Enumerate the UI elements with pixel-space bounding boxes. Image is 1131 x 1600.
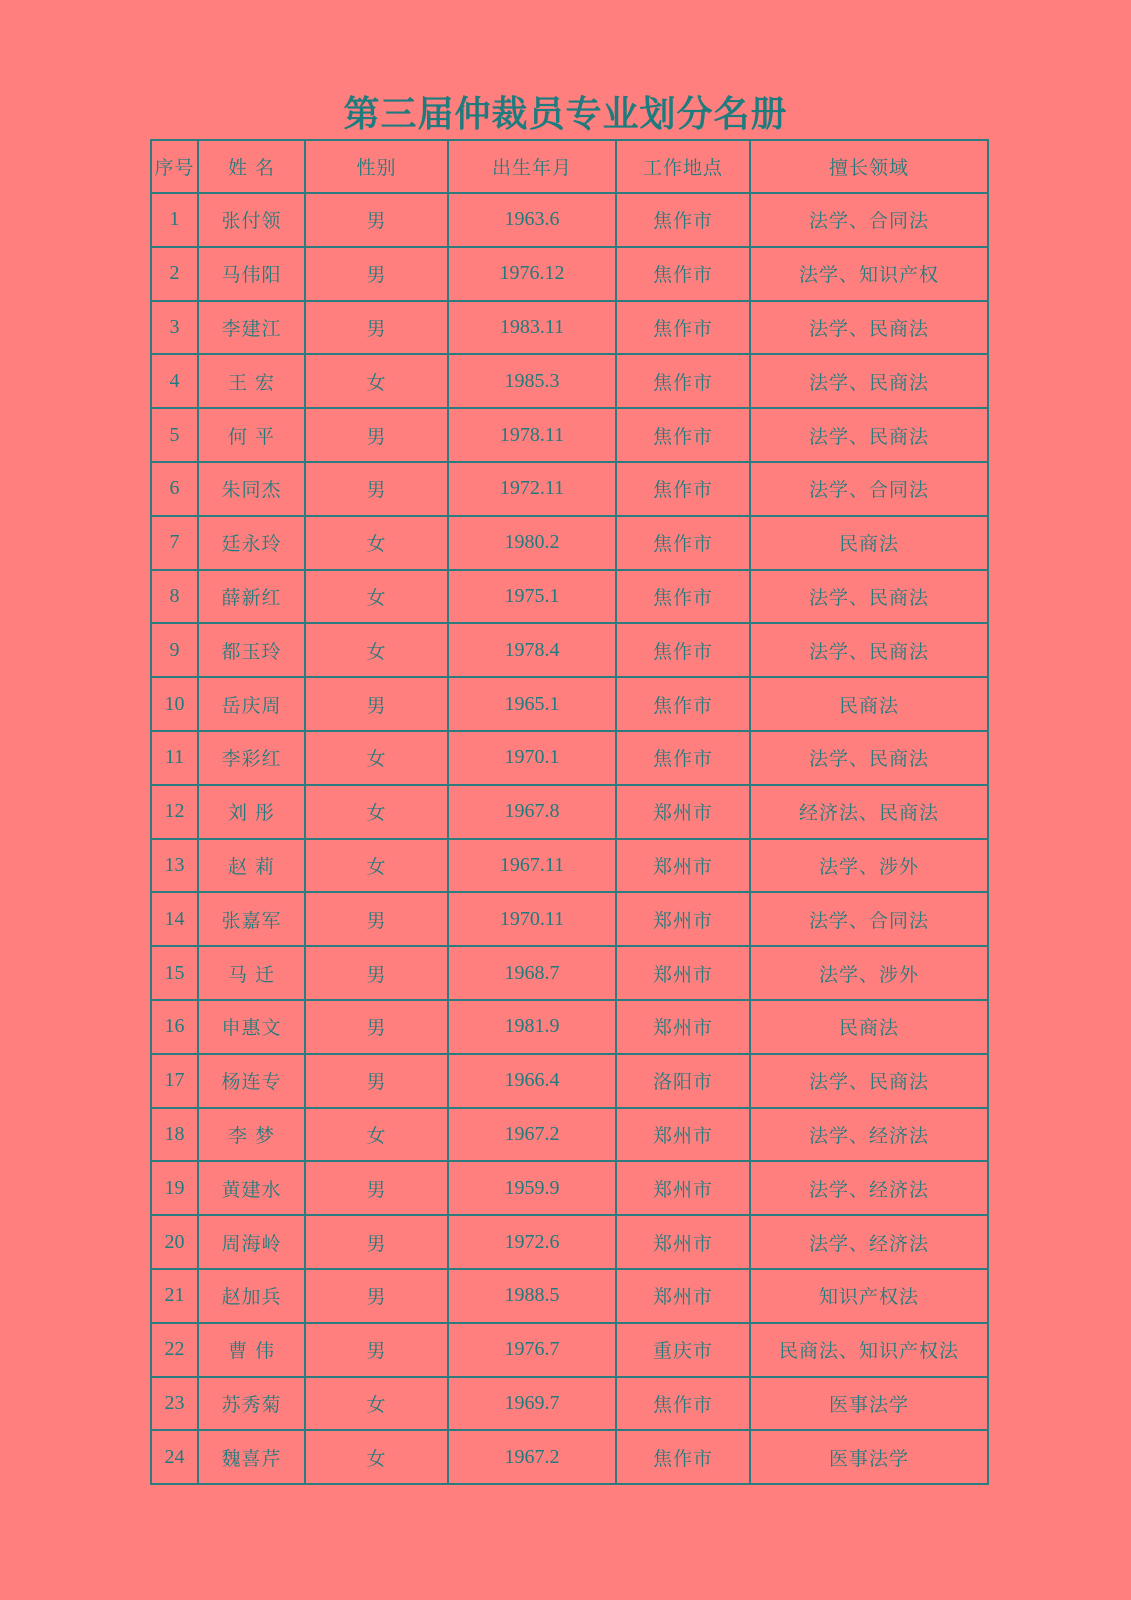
- cell-name: 薛新红: [198, 570, 305, 624]
- cell-no: 16: [151, 1000, 198, 1054]
- cell-name: 杨连专: [198, 1054, 305, 1108]
- table-row: [151, 247, 988, 301]
- cell-specialty: 法学、民商法: [750, 570, 988, 624]
- cell-name: 周海岭: [198, 1215, 305, 1269]
- cell-no: 8: [151, 570, 198, 624]
- cell-name: 马 迁: [198, 946, 305, 1000]
- cell-specialty: 法学、民商法: [750, 731, 988, 785]
- cell-gender: 男: [305, 1269, 448, 1323]
- cell-location: 焦作市: [616, 570, 750, 624]
- cell-gender: 女: [305, 1377, 448, 1431]
- cell-gender: 男: [305, 301, 448, 355]
- table-row: [151, 785, 988, 839]
- cell-birth: 1968.7: [448, 946, 616, 1000]
- cell-birth: 1976.12: [448, 247, 616, 301]
- table-row: [151, 1000, 988, 1054]
- table-row: [151, 193, 988, 247]
- cell-specialty: 法学、知识产权: [750, 247, 988, 301]
- table-row: [151, 1215, 988, 1269]
- cell-birth: 1967.2: [448, 1430, 616, 1484]
- table-row: [151, 1323, 988, 1377]
- header-location: 工作地点: [616, 140, 750, 193]
- cell-no: 1: [151, 193, 198, 247]
- cell-gender: 男: [305, 462, 448, 516]
- cell-birth: 1978.11: [448, 408, 616, 462]
- cell-location: 焦作市: [616, 677, 750, 731]
- cell-gender: 女: [305, 839, 448, 893]
- cell-name: 张嘉军: [198, 892, 305, 946]
- cell-gender: 女: [305, 570, 448, 624]
- cell-location: 焦作市: [616, 462, 750, 516]
- cell-specialty: 法学、民商法: [750, 301, 988, 355]
- table-row: [151, 516, 988, 570]
- cell-birth: 1980.2: [448, 516, 616, 570]
- cell-no: 10: [151, 677, 198, 731]
- cell-birth: 1967.11: [448, 839, 616, 893]
- cell-name: 何 平: [198, 408, 305, 462]
- cell-gender: 男: [305, 1215, 448, 1269]
- cell-no: 5: [151, 408, 198, 462]
- table-row: [151, 1054, 988, 1108]
- arbitrator-roster-table: [150, 139, 989, 1485]
- page-title: 第三届仲裁员专业划分名册: [343, 93, 788, 135]
- cell-gender: 男: [305, 408, 448, 462]
- cell-location: 焦作市: [616, 516, 750, 570]
- cell-specialty: 法学、经济法: [750, 1108, 988, 1162]
- cell-no: 13: [151, 839, 198, 893]
- table-row: [151, 1377, 988, 1431]
- table-row: [151, 623, 988, 677]
- table-row: [151, 1269, 988, 1323]
- cell-gender: 男: [305, 677, 448, 731]
- cell-no: 20: [151, 1215, 198, 1269]
- cell-specialty: 民商法: [750, 1000, 988, 1054]
- header-name: 姓 名: [198, 140, 305, 193]
- cell-birth: 1970.1: [448, 731, 616, 785]
- cell-location: 郑州市: [616, 839, 750, 893]
- header-no: 序号: [151, 140, 198, 193]
- cell-birth: 1967.2: [448, 1108, 616, 1162]
- cell-location: 郑州市: [616, 1108, 750, 1162]
- cell-name: 申惠文: [198, 1000, 305, 1054]
- cell-specialty: 法学、合同法: [750, 193, 988, 247]
- cell-no: 24: [151, 1430, 198, 1484]
- table-row: [151, 946, 988, 1000]
- cell-location: 郑州市: [616, 1161, 750, 1215]
- cell-gender: 女: [305, 785, 448, 839]
- table-row: [151, 1161, 988, 1215]
- cell-birth: 1978.4: [448, 623, 616, 677]
- cell-specialty: 法学、涉外: [750, 946, 988, 1000]
- cell-no: 19: [151, 1161, 198, 1215]
- cell-name: 赵 莉: [198, 839, 305, 893]
- cell-location: 焦作市: [616, 731, 750, 785]
- cell-name: 李 梦: [198, 1108, 305, 1162]
- cell-no: 3: [151, 301, 198, 355]
- cell-gender: 女: [305, 731, 448, 785]
- cell-gender: 女: [305, 1108, 448, 1162]
- table-row: [151, 731, 988, 785]
- cell-name: 魏喜芹: [198, 1430, 305, 1484]
- cell-gender: 女: [305, 516, 448, 570]
- cell-no: 11: [151, 731, 198, 785]
- cell-birth: 1959.9: [448, 1161, 616, 1215]
- cell-birth: 1966.4: [448, 1054, 616, 1108]
- cell-birth: 1970.11: [448, 892, 616, 946]
- cell-location: 焦作市: [616, 1430, 750, 1484]
- cell-birth: 1965.1: [448, 677, 616, 731]
- cell-gender: 男: [305, 1000, 448, 1054]
- cell-specialty: 法学、涉外: [750, 839, 988, 893]
- cell-location: 郑州市: [616, 1000, 750, 1054]
- cell-no: 2: [151, 247, 198, 301]
- cell-no: 23: [151, 1377, 198, 1431]
- cell-birth: 1967.8: [448, 785, 616, 839]
- cell-gender: 男: [305, 1054, 448, 1108]
- cell-location: 郑州市: [616, 1215, 750, 1269]
- table-row: [151, 570, 988, 624]
- cell-name: 朱同杰: [198, 462, 305, 516]
- table-body: [151, 193, 988, 1484]
- cell-gender: 男: [305, 946, 448, 1000]
- cell-location: 洛阳市: [616, 1054, 750, 1108]
- cell-location: 郑州市: [616, 785, 750, 839]
- cell-specialty: 法学、民商法: [750, 623, 988, 677]
- cell-name: 张付领: [198, 193, 305, 247]
- cell-specialty: 民商法: [750, 677, 988, 731]
- cell-gender: 女: [305, 623, 448, 677]
- table-row: [151, 1430, 988, 1484]
- cell-no: 7: [151, 516, 198, 570]
- cell-no: 6: [151, 462, 198, 516]
- cell-name: 赵加兵: [198, 1269, 305, 1323]
- cell-birth: 1981.9: [448, 1000, 616, 1054]
- table-row: [151, 892, 988, 946]
- cell-location: 郑州市: [616, 892, 750, 946]
- cell-specialty: 法学、民商法: [750, 1054, 988, 1108]
- cell-birth: 1969.7: [448, 1377, 616, 1431]
- cell-location: 焦作市: [616, 1377, 750, 1431]
- cell-name: 苏秀菊: [198, 1377, 305, 1431]
- cell-birth: 1963.6: [448, 193, 616, 247]
- cell-no: 22: [151, 1323, 198, 1377]
- cell-specialty: 法学、合同法: [750, 892, 988, 946]
- table-row: [151, 301, 988, 355]
- cell-gender: 女: [305, 1430, 448, 1484]
- cell-gender: 男: [305, 892, 448, 946]
- cell-gender: 男: [305, 1161, 448, 1215]
- cell-birth: 1975.1: [448, 570, 616, 624]
- cell-location: 郑州市: [616, 946, 750, 1000]
- cell-name: 刘 彤: [198, 785, 305, 839]
- cell-name: 李彩红: [198, 731, 305, 785]
- cell-specialty: 法学、经济法: [750, 1161, 988, 1215]
- cell-birth: 1976.7: [448, 1323, 616, 1377]
- cell-birth: 1985.3: [448, 354, 616, 408]
- cell-location: 焦作市: [616, 408, 750, 462]
- cell-name: 马伟阳: [198, 247, 305, 301]
- cell-specialty: 经济法、民商法: [750, 785, 988, 839]
- cell-name: 王 宏: [198, 354, 305, 408]
- cell-no: 4: [151, 354, 198, 408]
- cell-specialty: 医事法学: [750, 1377, 988, 1431]
- cell-gender: 男: [305, 193, 448, 247]
- table-row: [151, 462, 988, 516]
- cell-no: 21: [151, 1269, 198, 1323]
- cell-no: 15: [151, 946, 198, 1000]
- header-birth: 出生年月: [448, 140, 616, 193]
- cell-specialty: 法学、民商法: [750, 408, 988, 462]
- cell-birth: 1972.11: [448, 462, 616, 516]
- cell-gender: 男: [305, 247, 448, 301]
- cell-location: 焦作市: [616, 193, 750, 247]
- table-row: [151, 408, 988, 462]
- cell-specialty: 法学、合同法: [750, 462, 988, 516]
- cell-location: 焦作市: [616, 247, 750, 301]
- cell-gender: 男: [305, 1323, 448, 1377]
- cell-birth: 1983.11: [448, 301, 616, 355]
- cell-location: 焦作市: [616, 623, 750, 677]
- cell-name: 廷永玲: [198, 516, 305, 570]
- cell-specialty: 法学、民商法: [750, 354, 988, 408]
- cell-no: 17: [151, 1054, 198, 1108]
- cell-name: 李建江: [198, 301, 305, 355]
- cell-birth: 1972.6: [448, 1215, 616, 1269]
- table-row: [151, 354, 988, 408]
- table-row: [151, 1108, 988, 1162]
- cell-birth: 1988.5: [448, 1269, 616, 1323]
- header-specialty: 擅长领域: [750, 140, 988, 193]
- header-gender: 性别: [305, 140, 448, 193]
- cell-specialty: 法学、经济法: [750, 1215, 988, 1269]
- cell-specialty: 医事法学: [750, 1430, 988, 1484]
- cell-location: 郑州市: [616, 1269, 750, 1323]
- cell-location: 重庆市: [616, 1323, 750, 1377]
- cell-specialty: 知识产权法: [750, 1269, 988, 1323]
- cell-name: 黄建水: [198, 1161, 305, 1215]
- cell-no: 12: [151, 785, 198, 839]
- cell-no: 9: [151, 623, 198, 677]
- cell-location: 焦作市: [616, 301, 750, 355]
- table-row: [151, 677, 988, 731]
- cell-name: 都玉玲: [198, 623, 305, 677]
- cell-specialty: 民商法: [750, 516, 988, 570]
- cell-location: 焦作市: [616, 354, 750, 408]
- cell-name: 曹 伟: [198, 1323, 305, 1377]
- table-row: [151, 839, 988, 893]
- cell-gender: 女: [305, 354, 448, 408]
- cell-no: 18: [151, 1108, 198, 1162]
- cell-specialty: 民商法、知识产权法: [750, 1323, 988, 1377]
- cell-no: 14: [151, 892, 198, 946]
- table-header-row: [151, 140, 988, 193]
- cell-name: 岳庆周: [198, 677, 305, 731]
